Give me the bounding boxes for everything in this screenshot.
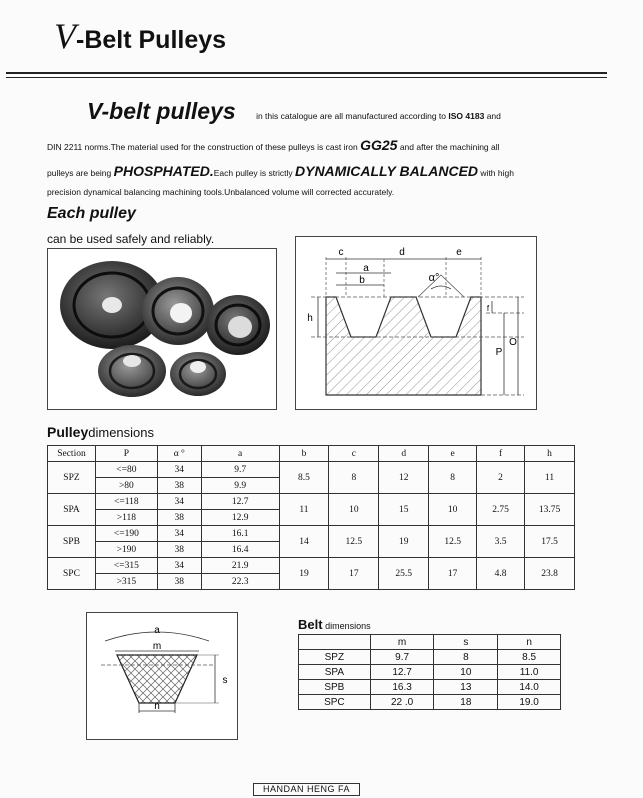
a-cell: 12.9 (201, 510, 279, 526)
p-cell: >315 (95, 574, 157, 590)
b-cell: 8.5 (279, 462, 329, 494)
belt-label-s: s (222, 675, 228, 686)
alpha-cell: 38 (157, 574, 201, 590)
d-cell: 19 (379, 526, 429, 558)
a-cell: 21.9 (201, 558, 279, 574)
table-cell: 13 (434, 680, 498, 695)
table-cell: 22 .0 (370, 695, 434, 710)
table-cell: 12.7 (370, 665, 434, 680)
material-gg25: GG25 (360, 137, 398, 153)
table-cell: 14.0 (498, 680, 561, 695)
c-cell: 10 (329, 494, 379, 526)
col-header: d (379, 446, 429, 462)
p-cell: <=315 (95, 558, 157, 574)
table-row (48, 526, 575, 542)
pulley-dims-title: Pulleydimensions (47, 424, 155, 440)
pulley-photo-illustration (48, 249, 276, 409)
table-cell: 18 (434, 695, 498, 710)
b-cell: 14 (279, 526, 329, 558)
e-cell: 10 (429, 494, 477, 526)
header-rule-thin (6, 77, 607, 78)
col-header (299, 635, 371, 650)
belt-section-diagram (86, 612, 238, 740)
section-cell: SPB (48, 526, 96, 558)
col-header: f (477, 446, 525, 462)
alpha-cell: 34 (157, 494, 201, 510)
col-header: h (525, 446, 575, 462)
a-cell: 16.1 (201, 526, 279, 542)
label-f: f (486, 304, 490, 313)
alpha-cell: 38 (157, 510, 201, 526)
table-row (299, 650, 561, 665)
table-row (299, 665, 561, 680)
col-header: m (370, 635, 434, 650)
section-cell: SPZ (48, 462, 96, 494)
belt-label-a: a (154, 625, 160, 636)
col-header: α ° (157, 446, 201, 462)
p-cell: <=190 (95, 526, 157, 542)
e-cell: 12.5 (429, 526, 477, 558)
table-cell: 10 (434, 665, 498, 680)
label-c: c (338, 247, 344, 258)
alpha-cell: 34 (157, 558, 201, 574)
e-cell: 8 (429, 462, 477, 494)
c-cell: 12.5 (329, 526, 379, 558)
label-e: e (456, 247, 462, 258)
h-cell: 11 (525, 462, 575, 494)
table-row (299, 695, 561, 710)
p-cell: <=118 (95, 494, 157, 510)
intro-line-4: precision dynamical balancing machining tools.Unbalanced volume will corrected accurately. (47, 187, 395, 197)
label-b: b (359, 275, 365, 286)
table-row (48, 494, 575, 510)
label-O: O (509, 337, 517, 348)
table-row (48, 462, 575, 478)
intro-line-3: pulleys are being PHOSPHATED.Each pulley is strictly DYNAMICALLY BALANCED with high (47, 163, 514, 179)
b-cell: 19 (279, 558, 329, 590)
table-cell: SPA (299, 665, 371, 680)
table-cell: 8 (434, 650, 498, 665)
p-cell: >190 (95, 542, 157, 558)
d-cell: 12 (379, 462, 429, 494)
section-cell: SPC (48, 558, 96, 590)
col-header: s (434, 635, 498, 650)
label-P: P (495, 347, 503, 358)
f-cell: 2 (477, 462, 525, 494)
p-cell: >118 (95, 510, 157, 526)
d-cell: 15 (379, 494, 429, 526)
each-pulley-title: Each pulley (47, 205, 136, 222)
intro-line-1: V-belt pulleys in this catalogue are all manufactured according to ISO 4183 and (87, 98, 501, 124)
col-header: n (498, 635, 561, 650)
table-cell: SPZ (299, 650, 371, 665)
belt-dims-title: Belt dimensions (298, 617, 371, 632)
alpha-cell: 38 (157, 542, 201, 558)
a-cell: 12.7 (201, 494, 279, 510)
belt-label-m: m (152, 641, 162, 652)
belt-label-n: n (154, 701, 160, 712)
page-header: V-Belt Pulleys (54, 16, 227, 56)
pulley-photo (47, 248, 277, 410)
each-pulley-subtitle: can be used safely and reliably. (47, 232, 215, 246)
h-cell: 17.5 (525, 526, 575, 558)
p-cell: <=80 (95, 462, 157, 478)
belt-dims-table (298, 634, 561, 710)
a-cell: 9.9 (201, 478, 279, 494)
f-cell: 2.75 (477, 494, 525, 526)
d-cell: 25.5 (379, 558, 429, 590)
alpha-cell: 34 (157, 526, 201, 542)
belt-section-drawing (87, 613, 237, 739)
alpha-cell: 34 (157, 462, 201, 478)
f-cell: 3.5 (477, 526, 525, 558)
b-cell: 11 (279, 494, 329, 526)
col-header: b (279, 446, 329, 462)
h-cell: 13.75 (525, 494, 575, 526)
label-a: a (363, 263, 369, 274)
c-cell: 17 (329, 558, 379, 590)
e-cell: 17 (429, 558, 477, 590)
table-cell: 9.7 (370, 650, 434, 665)
intro-line-2: DIN 2211 norms.The material used for the construction of these pulleys is cast iron GG25 and after the machining all (47, 137, 500, 153)
intro-title: V-belt pulleys (87, 98, 236, 124)
col-header: Section (48, 446, 96, 462)
label-alpha: α° (428, 272, 440, 284)
table-cell: SPB (299, 680, 371, 695)
table-cell: 19.0 (498, 695, 561, 710)
col-header: a (201, 446, 279, 462)
pulley-dims-header-row (48, 446, 575, 462)
col-header: P (95, 446, 157, 462)
groove-diagram (295, 236, 537, 410)
label-h: h (307, 313, 313, 324)
table-cell: 11.0 (498, 665, 561, 680)
section-cell: SPA (48, 494, 96, 526)
a-cell: 16.4 (201, 542, 279, 558)
p-cell: >80 (95, 478, 157, 494)
c-cell: 8 (329, 462, 379, 494)
header-rule (6, 72, 607, 74)
h-cell: 23.8 (525, 558, 575, 590)
col-header: e (429, 446, 477, 462)
pulley-dims-table (47, 445, 575, 590)
table-row (299, 680, 561, 695)
label-d: d (399, 247, 405, 258)
a-cell: 9.7 (201, 462, 279, 478)
groove-diagram-drawing (296, 237, 536, 409)
belt-dims-header-row (299, 635, 561, 650)
table-row (48, 558, 575, 574)
table-cell: 8.5 (498, 650, 561, 665)
footer-brand: HANDAN HENG FA (253, 783, 360, 796)
a-cell: 22.3 (201, 574, 279, 590)
col-header: c (329, 446, 379, 462)
f-cell: 4.8 (477, 558, 525, 590)
table-cell: SPC (299, 695, 371, 710)
alpha-cell: 38 (157, 478, 201, 494)
table-cell: 16.3 (370, 680, 434, 695)
